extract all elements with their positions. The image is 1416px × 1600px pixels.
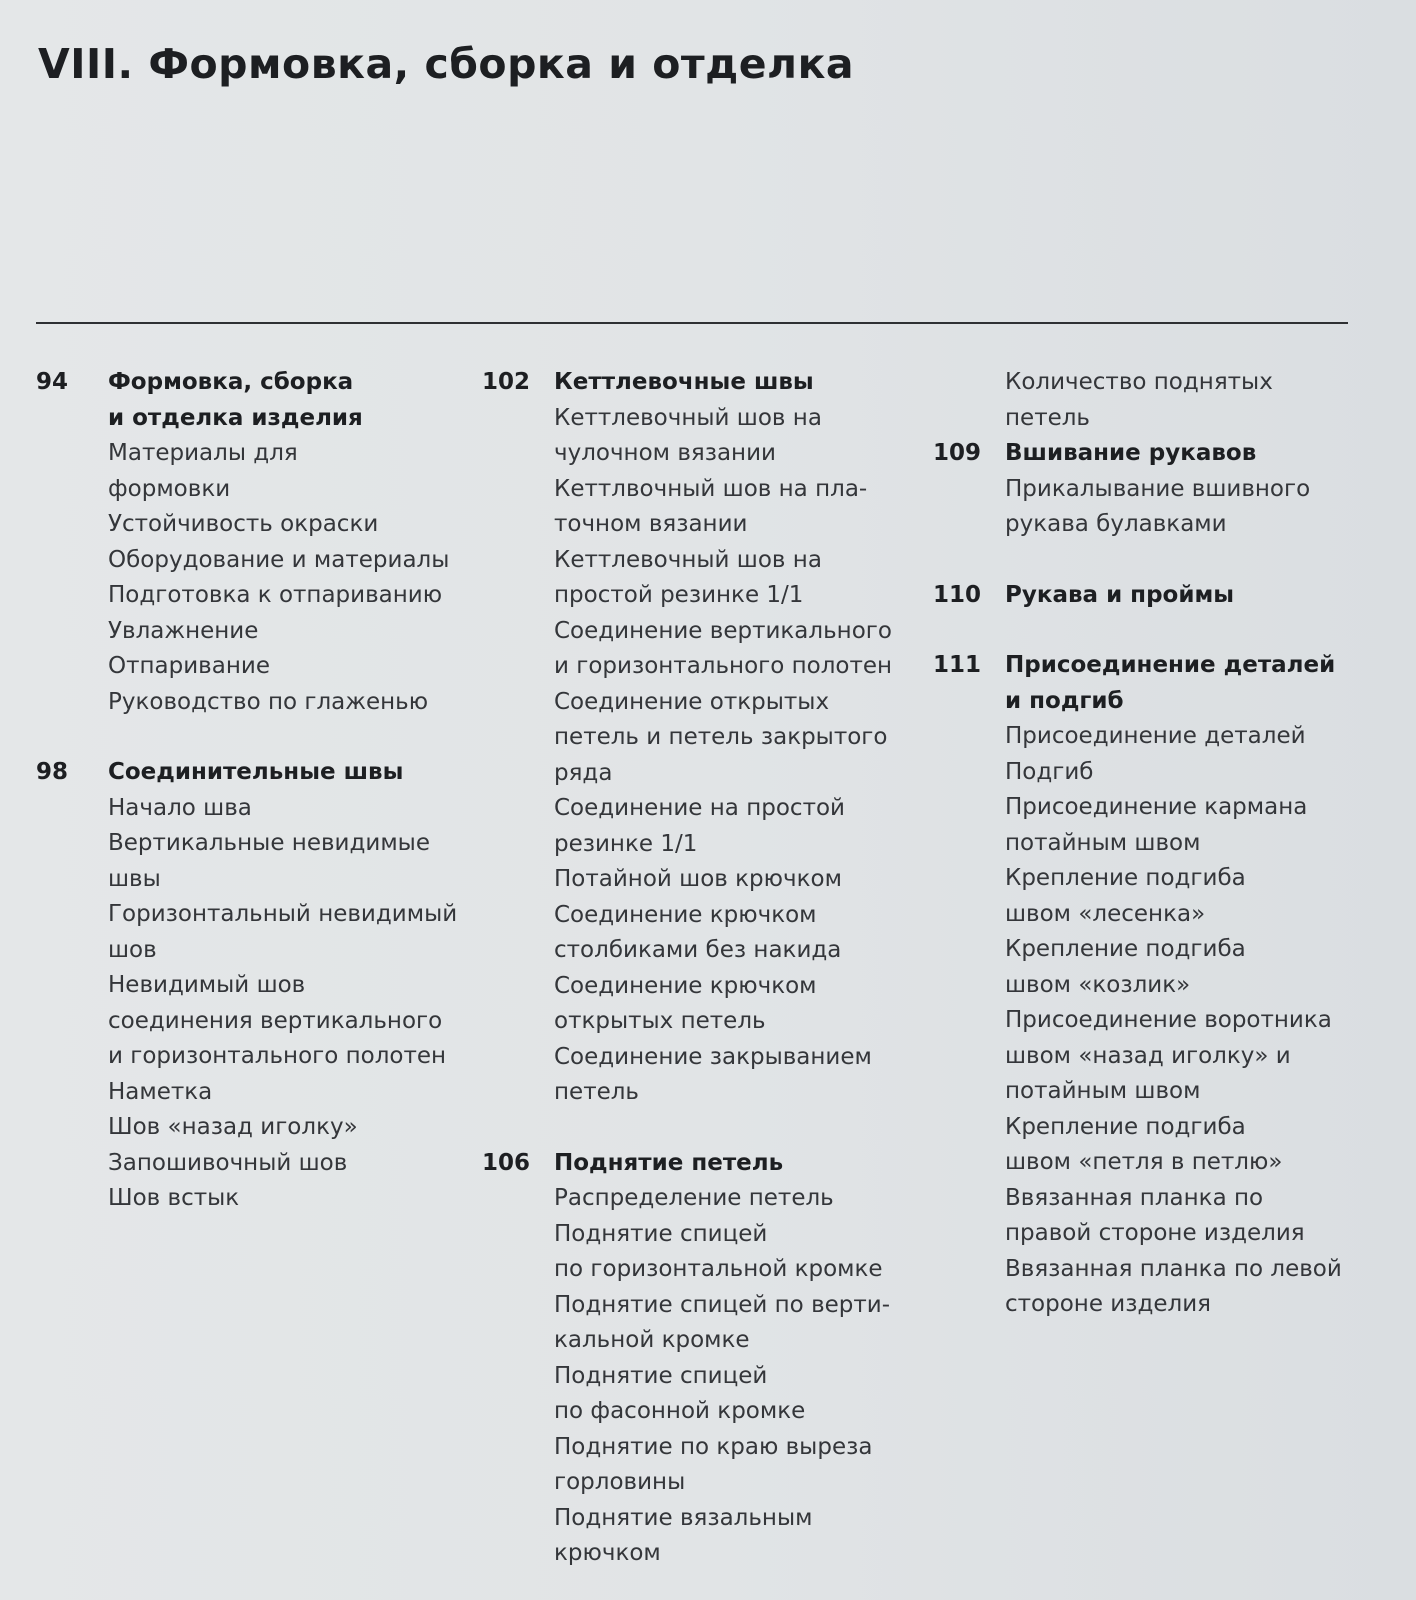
toc-item: Ввязанная планка по правой стороне изделия <box>1005 1184 1305 1246</box>
toc-section <box>482 365 912 1111</box>
toc-item: Горизонтальный невидимый шов <box>108 901 458 963</box>
toc-item: Начало шва <box>108 794 252 821</box>
toc-item: Соединение крючком открытых петель <box>554 972 817 1034</box>
toc-item: Кеттлевочный шов на простой резинке 1/1 <box>554 546 822 608</box>
toc-item: Крепление подгиба швом «козлик» <box>1005 936 1246 998</box>
toc-item: Поднятие вязальным крючком <box>554 1504 813 1566</box>
toc-item: Оборудование и материалы <box>108 546 450 573</box>
toc-item: Поднятие спицей по верти- кальной кромке <box>554 1291 891 1353</box>
toc-item: Поднятие по краю выреза горловины <box>554 1433 873 1495</box>
toc-item: Ввязанная планка по левой стороне изделия <box>1005 1255 1342 1317</box>
toc-section-heading: Поднятие петель <box>554 1149 784 1176</box>
toc-page-number: 106 <box>482 1149 531 1176</box>
toc-page-number: 109 <box>933 440 982 466</box>
toc-column-2 <box>482 365 912 1572</box>
toc-section <box>482 1146 912 1572</box>
toc-item: Отпаривание <box>108 653 270 679</box>
toc-item: Крепление подгиба швом «лесенка» <box>1005 865 1246 927</box>
toc-section-heading: Кеттлевочные швы <box>554 369 814 395</box>
toc-item: Подгиб <box>1005 758 1094 785</box>
toc-section <box>933 648 1363 1323</box>
toc-item: Соединение на простой резинке 1/1 <box>554 795 845 857</box>
toc-item: Присоединение кармана потайным швом <box>1005 794 1308 856</box>
toc-item: Крепление подгиба швом «петля в петлю» <box>1005 1113 1283 1175</box>
toc-item: Шов «назад иголку» <box>108 1114 358 1140</box>
toc-page-number: 98 <box>36 759 69 785</box>
toc-item: Запошивочный шов <box>108 1149 348 1176</box>
toc-section <box>933 436 1363 543</box>
toc-page-number: 111 <box>933 652 982 678</box>
toc-item: Прикалывание вшивного рукава булавками <box>1005 475 1311 537</box>
toc-section-heading: Формовка, сборка и отделка изделия <box>108 369 363 431</box>
toc-item: Кеттлвочный шов на пла- точном вязании <box>554 475 868 537</box>
toc-item: Соединение открытых петель и петель закрытого ряда <box>554 688 888 786</box>
toc-item: Потайной шов крючком <box>554 866 842 892</box>
toc-item: Кеттлевочный шов на чулочном вязании <box>554 404 822 466</box>
toc-item-continuation: Количество поднятых петель <box>1005 369 1273 431</box>
toc-page-number: 110 <box>933 581 982 608</box>
toc-item: Устойчивость окраски <box>108 511 379 537</box>
toc-item: Соединение закрыванием петель <box>554 1043 872 1105</box>
toc-item: Невидимый шов соединения вертикального и горизонтального полотен <box>108 972 447 1069</box>
toc-section-heading: Вшивание рукавов <box>1005 440 1257 466</box>
chapter-title: VIII. Формовка, сборка и отделка <box>38 40 855 88</box>
toc-item: Соединение вертикального и горизонтального полотен <box>554 617 893 679</box>
toc-item: Распределение петель <box>554 1185 834 1211</box>
toc-section <box>36 365 466 720</box>
toc-page-number: 102 <box>482 369 531 395</box>
divider-rule <box>36 322 1348 324</box>
toc-section-heading: Рукава и проймы <box>1005 581 1235 608</box>
toc-item: Присоединение деталей <box>1005 723 1306 749</box>
toc-page-number: 94 <box>36 369 69 395</box>
toc-item: Поднятие спицей по фасонной кромке <box>554 1362 806 1424</box>
toc-item: Поднятие спицей по горизонтальной кромке <box>554 1220 883 1282</box>
toc-item: Вертикальные невидимые швы <box>108 830 430 892</box>
toc-item: Материалы для формовки <box>108 440 298 502</box>
toc-section-heading: Присоединение деталей и подгиб <box>1005 652 1336 714</box>
toc-item: Подготовка к отпариванию <box>108 582 443 608</box>
toc-section-heading: Соединительные швы <box>108 759 404 785</box>
toc-item: Наметка <box>108 1078 213 1105</box>
toc-section <box>36 755 466 1217</box>
toc-item: Увлажнение <box>108 617 259 644</box>
toc-column-3 <box>933 365 1363 1323</box>
toc-item: Соединение крючком столбиками без накида <box>554 901 842 963</box>
toc-section <box>933 578 1363 614</box>
toc-item: Шов встык <box>108 1185 240 1211</box>
toc-column-1 <box>36 365 466 1217</box>
toc-item: Руководство по глаженью <box>108 688 429 715</box>
toc-item: Присоединение воротника швом «назад иголку» и потайным швом <box>1005 1007 1332 1104</box>
